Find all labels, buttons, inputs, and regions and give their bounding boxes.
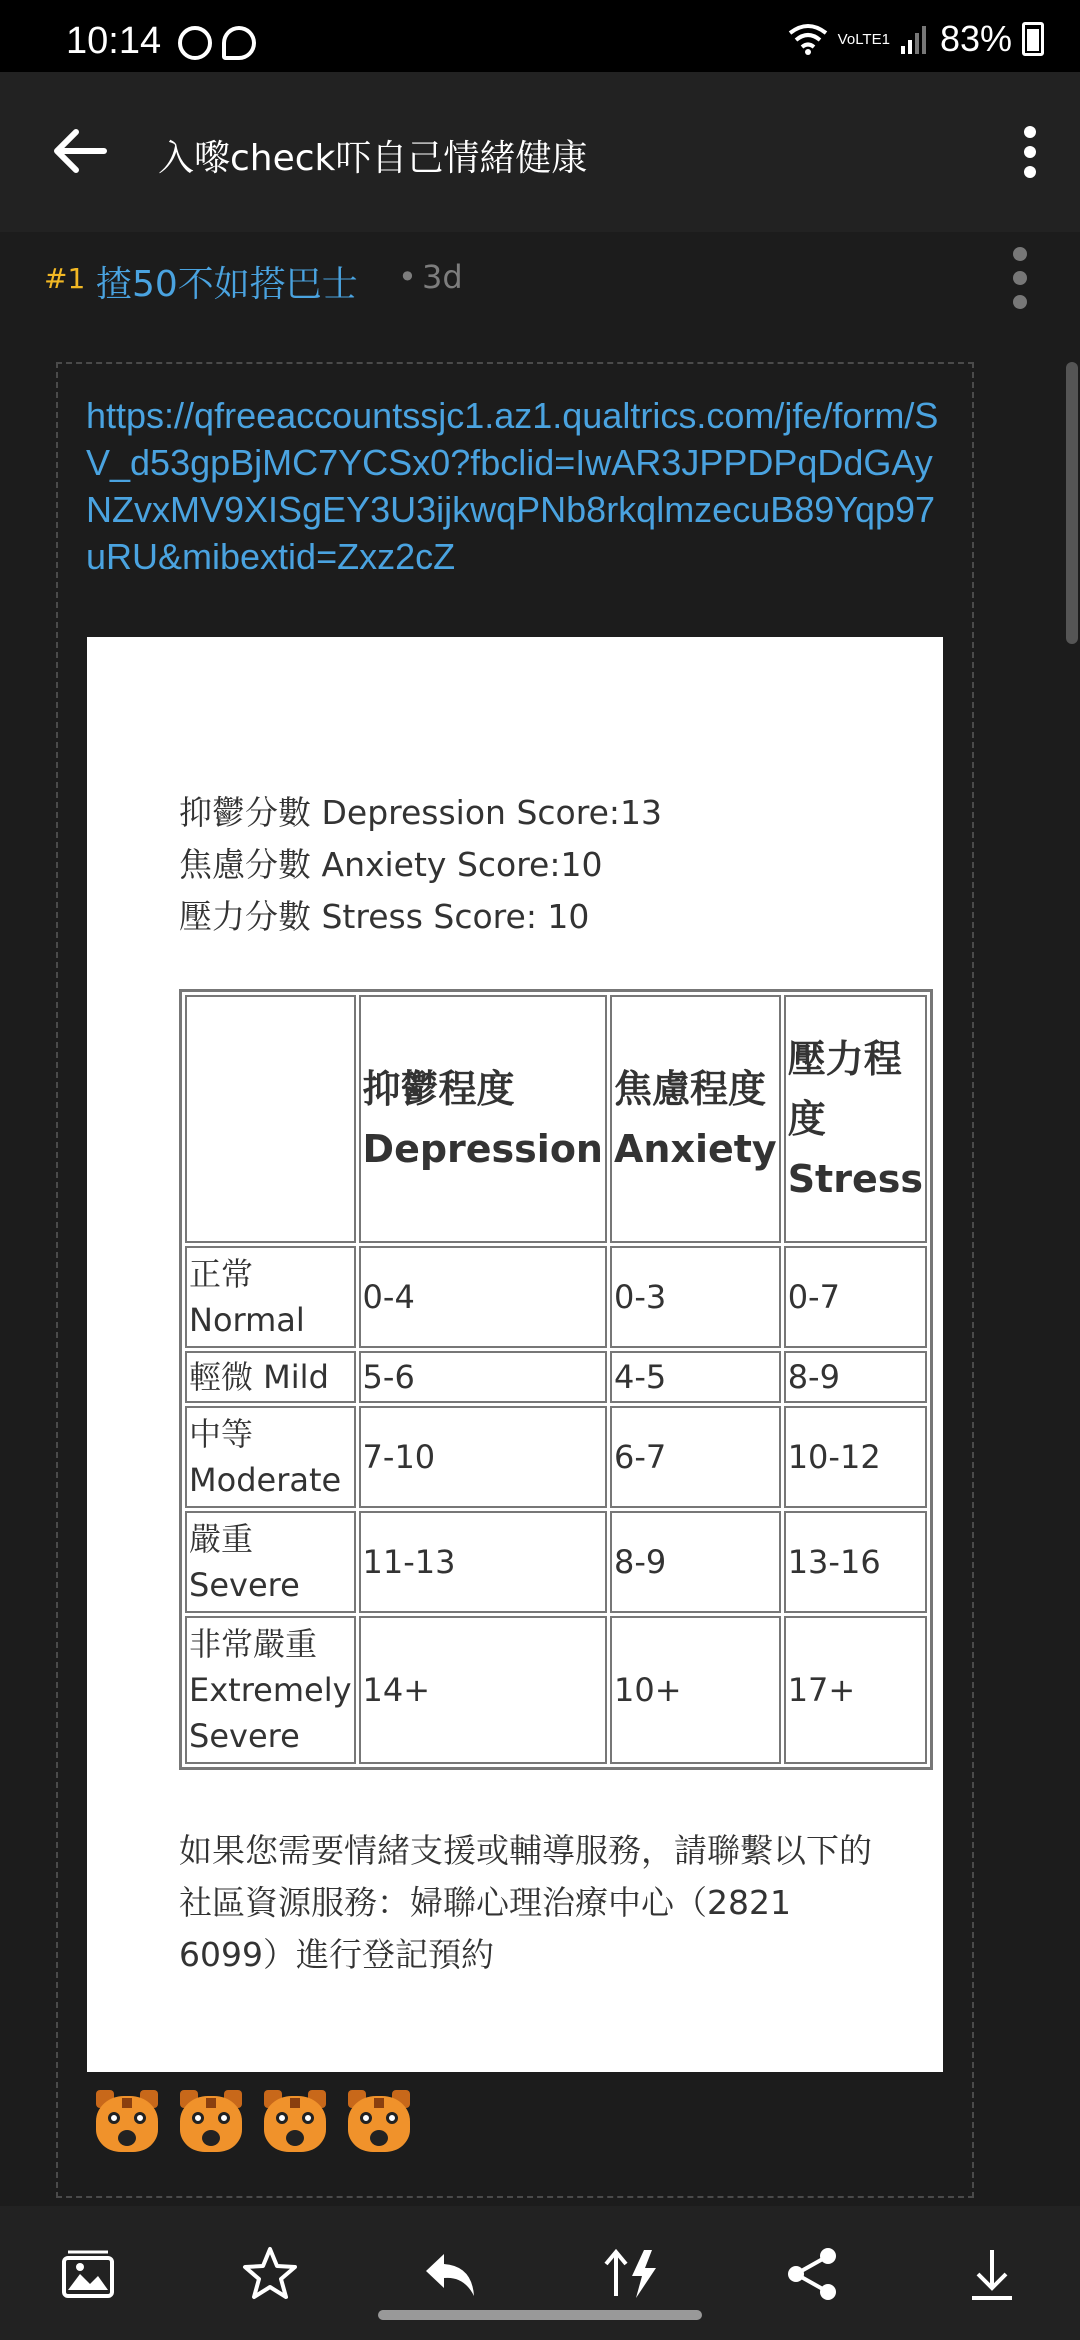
tiger-emoji-icon	[344, 2090, 414, 2156]
stress-range: 13-16	[784, 1511, 927, 1613]
depression-range: 5-6	[359, 1351, 607, 1403]
table-header-empty	[185, 995, 356, 1243]
stress-range: 17+	[784, 1616, 927, 1764]
level-cell: 中等 Moderate	[185, 1406, 356, 1508]
table-row	[185, 1406, 927, 1508]
emoji-row	[92, 2090, 414, 2156]
whatsapp-icon	[222, 26, 256, 60]
post-header	[0, 232, 1080, 328]
post-menu-icon[interactable]	[1010, 246, 1030, 310]
signal-icon	[900, 24, 930, 54]
stress-score: 壓力分數 Stress Score: 10	[179, 897, 590, 936]
table-row	[185, 1246, 927, 1348]
volte-indicator: VoLTE1	[837, 30, 890, 48]
anxiety-range: 6-7	[610, 1406, 781, 1508]
battery-icon	[1022, 22, 1044, 56]
status-bar	[0, 0, 1080, 72]
wifi-icon	[788, 23, 828, 55]
app-bar	[0, 72, 1080, 232]
share-icon[interactable]	[782, 2244, 842, 2304]
level-cell: 輕微 Mild	[185, 1351, 356, 1403]
status-time: 10:14	[66, 20, 162, 62]
battery-percentage: 83%	[939, 18, 1012, 59]
level-cell: 正常 Normal	[185, 1246, 356, 1348]
table-row	[185, 1351, 927, 1403]
stress-range: 0-7	[784, 1246, 927, 1348]
table-header-depression: 抑鬱程度 Depression	[359, 995, 607, 1243]
support-info: 如果您需要情緒支援或輔導服務，請聯繫以下的社區資源服務：婦聯心理治療中心（2821 6099）進行登記預約	[179, 1831, 872, 1974]
table-header-anxiety: 焦慮程度 Anxiety	[610, 995, 781, 1243]
table-header-stress: 壓力程度 Stress	[784, 995, 927, 1243]
sort-icon[interactable]	[602, 2244, 662, 2304]
tiger-emoji-icon	[260, 2090, 330, 2156]
post-author[interactable]: 揸50不如搭巴士	[96, 264, 358, 305]
star-icon[interactable]	[240, 2244, 300, 2304]
depression-range: 7-10	[359, 1406, 607, 1508]
level-cell: 非常嚴重 Extremely Severe	[185, 1616, 356, 1764]
stress-range: 8-9	[784, 1351, 927, 1403]
post-number: #1	[44, 262, 86, 295]
table-row	[185, 1511, 927, 1613]
notification-app-icon	[178, 26, 212, 60]
more-options-icon[interactable]	[1020, 124, 1040, 180]
score-summary	[179, 787, 662, 943]
post-time: 3d	[422, 258, 463, 296]
back-arrow-icon[interactable]	[50, 126, 110, 176]
depression-score: 抑鬱分數 Depression Score:13	[179, 793, 662, 832]
home-indicator[interactable]	[378, 2310, 702, 2320]
table-row	[185, 1616, 927, 1764]
scrollbar[interactable]	[1066, 362, 1078, 644]
table-header-row	[185, 995, 927, 1243]
download-icon[interactable]	[962, 2244, 1022, 2304]
tiger-emoji-icon	[92, 2090, 162, 2156]
meta-separator: •	[398, 258, 417, 296]
anxiety-range: 4-5	[610, 1351, 781, 1403]
depression-range: 0-4	[359, 1246, 607, 1348]
anxiety-range: 10+	[610, 1616, 781, 1764]
reply-icon[interactable]	[420, 2244, 480, 2304]
image-icon[interactable]	[58, 2244, 118, 2304]
stress-range: 10-12	[784, 1406, 927, 1508]
depression-range: 14+	[359, 1616, 607, 1764]
result-image	[87, 637, 943, 2072]
severity-table	[179, 989, 933, 1770]
level-cell: 嚴重 Severe	[185, 1511, 356, 1613]
anxiety-score: 焦慮分數 Anxiety Score:10	[179, 845, 603, 884]
depression-range: 11-13	[359, 1511, 607, 1613]
tiger-emoji-icon	[176, 2090, 246, 2156]
survey-link[interactable]: https://qfreeaccountssjc1.az1.qualtrics.com/jfe/form/SV_d53gpBjMC7YCSx0?fbclid=IwAR3JPPDPqDdGAyNZvxMV9XISgEY3U3ijkwqPNb8rkqlmzecuB89Yqp97uRU&mibextid=Zxz2cZ	[86, 395, 939, 577]
anxiety-range: 8-9	[610, 1511, 781, 1613]
anxiety-range: 0-3	[610, 1246, 781, 1348]
thread-title: 入嚟check吓自己情緒健康	[158, 138, 588, 179]
